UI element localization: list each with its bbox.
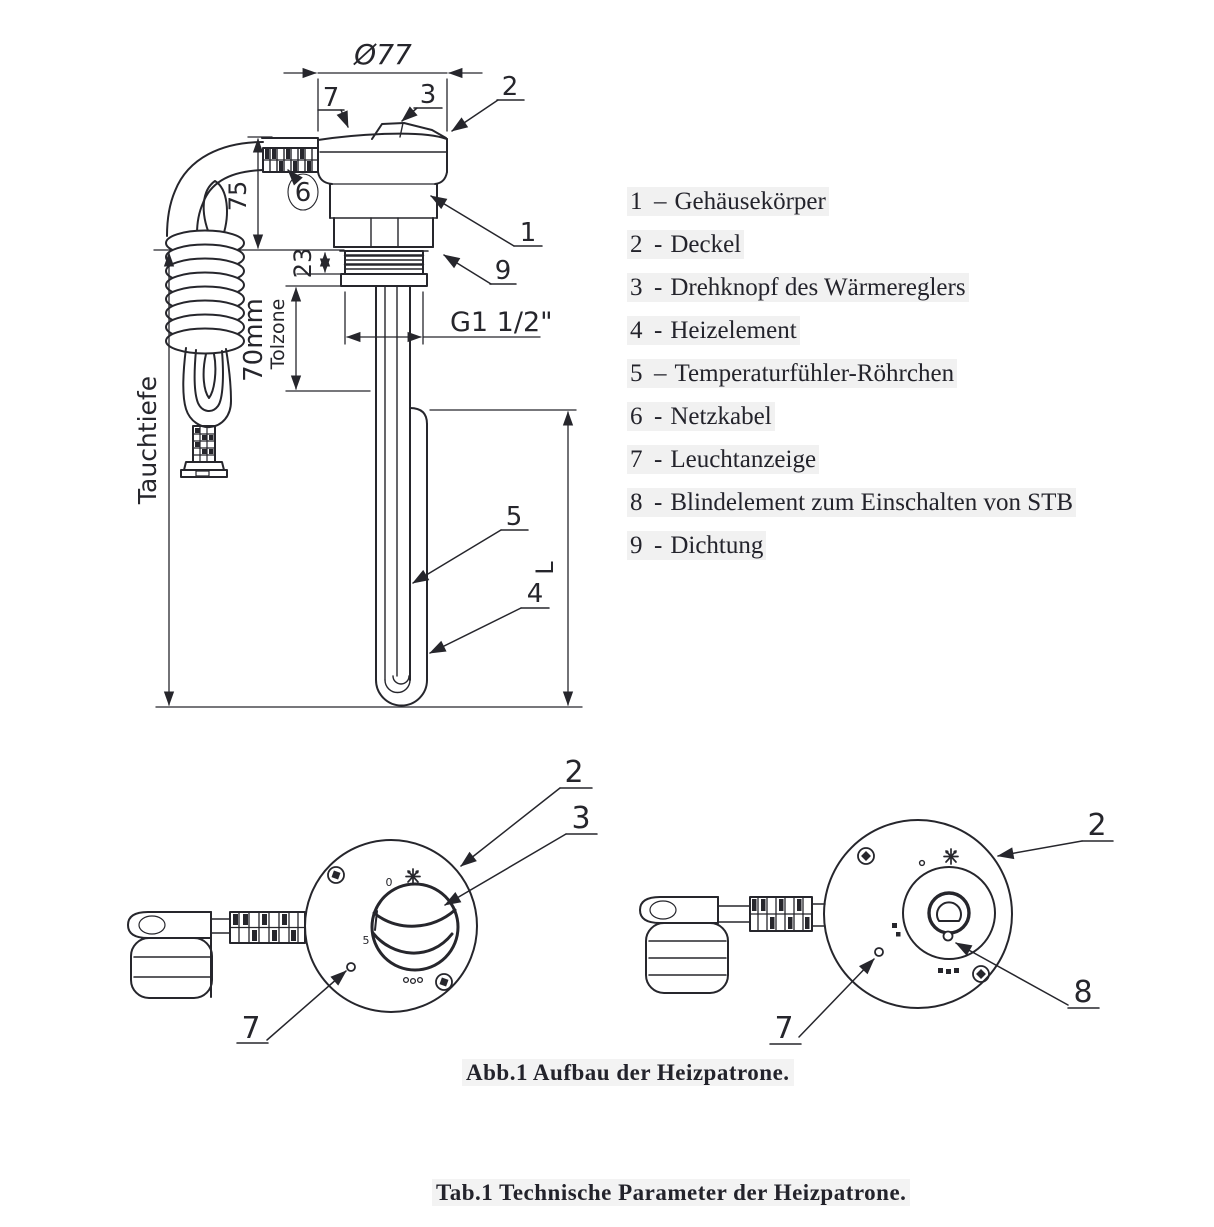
svg-text:7: 7: [241, 1011, 261, 1046]
cable-hanging-loop: [183, 348, 231, 427]
callout-6: [288, 170, 318, 210]
legend-item-6: [627, 395, 1087, 438]
element-tubes: [376, 286, 427, 706]
cover-surface: [318, 134, 447, 140]
callout-2-top: [452, 72, 524, 131]
svg-text:2: 2: [501, 72, 519, 102]
legend-item-number: 9: [630, 532, 643, 559]
dim-23-label: 23: [289, 247, 317, 279]
legend-item-label: Leuchtanzeige: [670, 446, 817, 473]
svg-text:3: 3: [571, 801, 591, 836]
dim-length-label: L: [531, 561, 559, 575]
legend-item-3: [627, 266, 1087, 309]
dim-75: [224, 137, 272, 248]
knob-grip-upper: [374, 910, 455, 926]
legend-item-label: Blindelement zum Einschalten von STB: [670, 489, 1074, 516]
recess-outline: [903, 867, 995, 959]
dim-diameter-77: [284, 38, 482, 131]
legend-separator: -: [654, 403, 663, 430]
dim-23: [289, 248, 341, 279]
frost-icon: [406, 869, 420, 884]
legend-item-label: Heizelement: [670, 317, 797, 344]
callout-2-right-view: [998, 808, 1113, 856]
legend-item-1: [627, 180, 1087, 223]
legend-item-label: Deckel: [670, 231, 742, 258]
dimensions-group: [133, 38, 576, 705]
flange: [341, 274, 427, 286]
cable-gland: [750, 897, 825, 931]
legend-separator: -: [654, 231, 663, 258]
dim-dead-zone-value: 70mm: [239, 298, 269, 382]
power-plug: [640, 897, 750, 993]
dim-dead-zone-label: Tolzone: [267, 298, 289, 370]
callout-5: [413, 502, 528, 583]
indicator-light: [875, 948, 883, 956]
scale-mark-dot: [920, 861, 925, 866]
callout-3-top: [402, 80, 442, 121]
scale-dots: [404, 978, 423, 984]
bottom-view-blind: [640, 808, 1113, 1046]
legend-item-number: 4: [630, 317, 643, 344]
scale-squares: [892, 923, 901, 937]
legend-item-label: Drehknopf des Wärmereglers: [670, 274, 966, 301]
svg-text:5: 5: [505, 502, 523, 532]
indicator-light: [347, 963, 355, 971]
svg-text:7: 7: [774, 1011, 794, 1046]
svg-text:6: 6: [294, 178, 312, 208]
legend-item-number: 6: [630, 403, 643, 430]
svg-text:2: 2: [1087, 808, 1107, 843]
scale-dots: [938, 968, 959, 974]
legend-separator: -: [654, 532, 663, 559]
svg-text:9: 9: [494, 256, 512, 286]
thread-section: [345, 251, 423, 274]
svg-text:7: 7: [322, 83, 340, 113]
legend-item-9: [627, 524, 1087, 567]
scale-mark-0: 0: [385, 876, 393, 889]
dim-immersion-label: Tauchtiefe: [133, 375, 162, 505]
callout-4: [430, 579, 549, 653]
legend-separator: -: [654, 274, 663, 301]
svg-text:3: 3: [419, 80, 437, 110]
dim-75-label: 75: [224, 180, 252, 212]
legend-item-label: Gehäusekörper: [674, 188, 826, 215]
svg-text:8: 8: [1073, 975, 1093, 1010]
legend-separator: -: [654, 489, 663, 516]
callout-8-right-view: [956, 943, 1099, 1010]
knob-grip-lower: [373, 933, 452, 953]
svg-text:1: 1: [519, 218, 537, 248]
bottom-view-knob: [128, 755, 597, 1046]
legend-separator: -: [654, 317, 663, 344]
legend-item-2: [627, 223, 1087, 266]
svg-text:2: 2: [564, 755, 584, 790]
svg-text:4: 4: [526, 579, 544, 609]
stb-pin: [944, 932, 953, 941]
dim-thread-size-label: G1 1/2": [450, 307, 553, 338]
callout-9: [444, 255, 516, 286]
legend-item-4: [627, 309, 1087, 352]
d-shaped-hole: [937, 902, 961, 921]
housing-head: [318, 123, 447, 286]
main-side-view: [154, 123, 582, 707]
legend-separator: –: [654, 188, 667, 215]
main-callouts: [288, 72, 549, 653]
cable-gland: [230, 912, 305, 943]
legend-item-label: Netzkabel: [670, 403, 772, 430]
legend-item-7: [627, 438, 1087, 481]
cover-outline: [824, 820, 1012, 1008]
legend-item-label: Dichtung: [670, 532, 764, 559]
legend-item-number: 2: [630, 231, 643, 258]
legend-separator: -: [654, 446, 663, 473]
dim-element-length: [430, 410, 576, 705]
callout-7-left-view: [237, 971, 346, 1046]
legend-item-number: 3: [630, 274, 643, 301]
dim-dead-zone: [239, 286, 370, 391]
power-plug: [181, 426, 227, 477]
cable-coil: [166, 231, 244, 354]
power-plug: [128, 912, 230, 998]
frost-icon: [944, 849, 958, 864]
legend-item-8: [627, 481, 1087, 524]
legend-item-label: Temperaturfühler-Röhrchen: [674, 360, 955, 387]
legend-item-number: 7: [630, 446, 643, 473]
callout-7-top: [318, 83, 348, 127]
cable-gland: [262, 138, 318, 172]
dim-diameter-label: Ø77: [354, 38, 412, 71]
blind-element: [929, 893, 969, 933]
legend-item-5: [627, 352, 1087, 395]
parts-legend: [627, 180, 1087, 567]
legend-item-number: 8: [630, 489, 643, 516]
legend-item-number: 5: [630, 360, 643, 387]
table-caption: Tab.1 Technische Parameter der Heizpatrone.: [432, 1180, 910, 1206]
legend-item-number: 1: [630, 188, 643, 215]
callout-7-right-view: [770, 959, 874, 1046]
scale-mark-5: 5: [362, 934, 370, 947]
legend-separator: –: [654, 360, 667, 387]
dim-immersion-depth: [133, 253, 169, 705]
figure-caption: Abb.1 Aufbau der Heizpatrone.: [462, 1060, 794, 1086]
callout-1: [431, 196, 542, 248]
